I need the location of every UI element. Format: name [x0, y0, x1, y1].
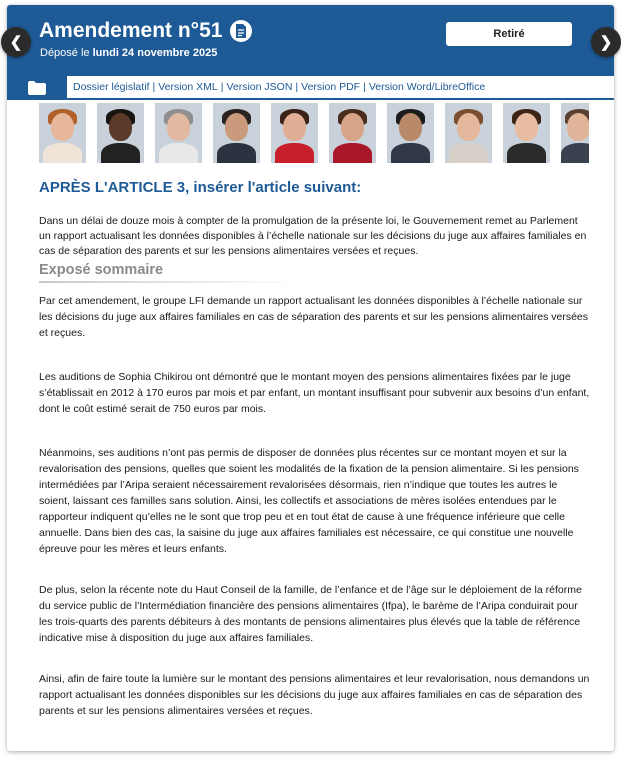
expose-paragraph: Par cet amendement, le groupe LFI demande un rapport actualisant les données disponibles à l’échelle nationale sur les décisions du juge aux affaires familiales en cas de séparation des parents et sur les pensions alimentaires versées et reçues.: [39, 295, 589, 339]
signatories-photos: [39, 103, 589, 163]
expose-paragraph: Ainsi, afin de faire toute la lumière sur le montant des pensions alimentaires et leur revalorisation, nous demandons un rapport actualisant les données disponibles sur les décisions du juge aux affaires familiales en cas de séparation des parents et sur les pensions alimentaires versées et reçues.: [39, 673, 590, 717]
expose-divider: [39, 281, 299, 283]
deputy-photo[interactable]: [387, 103, 434, 163]
version-links: Dossier législatif | Version XML | Version JSON | Version PDF | Version Word/LibreOffice: [73, 81, 486, 93]
link-dossier-legislatif[interactable]: Dossier législatif: [73, 81, 150, 93]
deputy-photo[interactable]: [271, 103, 318, 163]
article-heading: APRÈS L'ARTICLE 3, insérer l'article suivant:: [39, 179, 362, 196]
amendment-header: [7, 5, 614, 76]
amendment-number: Amendement n°51: [39, 19, 223, 42]
amendment-card: [7, 5, 614, 751]
deputy-photo[interactable]: [155, 103, 202, 163]
deputy-photo[interactable]: [213, 103, 260, 163]
deputy-photo[interactable]: [39, 103, 86, 163]
link-version-json[interactable]: Version JSON: [226, 81, 293, 93]
chevron-left-icon: ❮: [9, 34, 23, 51]
status-badge: Retiré: [446, 22, 572, 46]
link-version-pdf[interactable]: Version PDF: [301, 81, 361, 93]
deputy-photo[interactable]: [561, 103, 589, 163]
expose-paragraph: Les auditions de Sophia Chikirou ont démontré que le montant moyen des pensions alimentaires fixées par le juge s’établissait en 2012 à 170 euros par mois et par enfant, un montant insuffisant pour subvenir aux besoins d’un enfant, dont le coût estimé serait de 750 euros par mois.: [39, 371, 590, 415]
expose-heading: Exposé sommaire: [39, 262, 164, 278]
deputy-photo[interactable]: [445, 103, 492, 163]
deputy-photo[interactable]: [329, 103, 376, 163]
amendment-title: [39, 19, 252, 43]
dispositif-text: Dans un délai de douze mois à compter de la promulgation de la présente loi, le Gouvernement remet au Parlement un rapport actualisant les données disponibles à l’échelle nationale sur les décisions du juge aux affaires familiales en cas de séparation des parents et sur les pensions alimentaires versées et reçues.: [39, 215, 587, 257]
expose-paragraph: De plus, selon la récente note du Haut Conseil de la famille, de l’enfance et de l’âge sur le déploiement de la réforme du service public de l’Intermédiation financière des pensions alimentaires (Ifpa), le barème de l’Aripa conduirait pour les trois-quarts des parents débiteurs à des montants de pensions alimentaires plus élevés que la table de référence indicative mise à disposition du juge aux affaires familiales.: [39, 584, 582, 644]
document-links-bar: [7, 76, 614, 100]
pdf-icon[interactable]: [230, 20, 252, 42]
link-version-word[interactable]: Version Word/LibreOffice: [368, 81, 486, 93]
folder-icon[interactable]: [7, 76, 67, 100]
expose-paragraph: Néanmoins, ses auditions n’ont pas permis de disposer de données plus récentes sur ce montant moyen et sur la revalorisation des pensions, quelles que soient les modalités de la fixation de la pension alimentaire. Si les pensions intermédiées par l’Aripa seraient nécessairement revalorisées désormais, rien n’indique que toutes les autres le soient, laissant ces familles sans solution. Ainsi, les collectifs et associations de mères isolées entendues par le rapporteur indiquent qu’elles ne le sont que trop peu et en tout état de cause à une fréquence inférieure que celle annuelle. Dans bien des cas, la saisine du juge aux affaires familiales est nécessaire, ce qui constitue une nouvelle épreuve pour les mères et leurs enfants.: [39, 447, 579, 555]
deputy-photo[interactable]: [503, 103, 550, 163]
deputy-photo[interactable]: [97, 103, 144, 163]
deposit-date: Déposé le lundi 24 novembre 2025: [40, 47, 218, 59]
next-amendment-button[interactable]: [591, 27, 621, 57]
chevron-right-icon: ❯: [599, 34, 613, 51]
previous-amendment-button[interactable]: [1, 27, 31, 57]
link-version-xml[interactable]: Version XML: [158, 81, 218, 93]
